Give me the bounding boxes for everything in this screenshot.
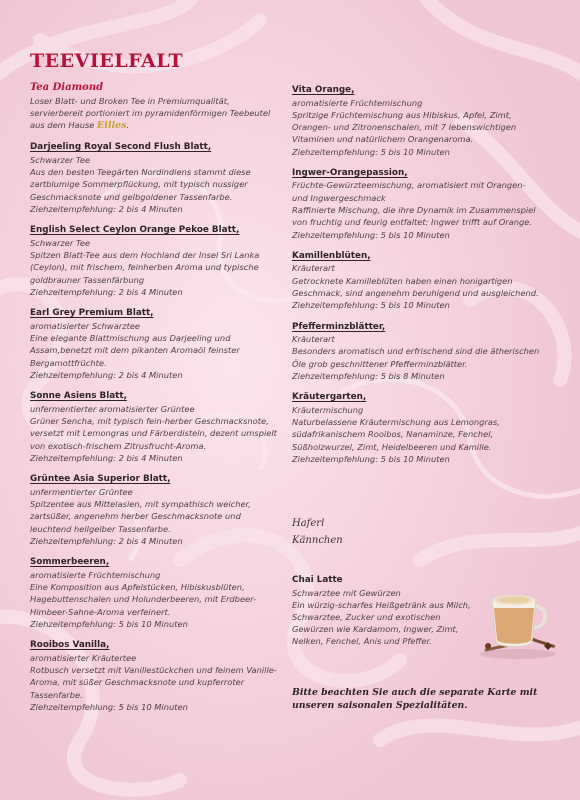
item-name: Vita Orange,	[292, 85, 355, 95]
item-type: Kräutermischung	[292, 404, 364, 415]
item-name: Darjeeling Royal Second Flush Blatt,	[30, 142, 212, 153]
item-description: Grüner Sencha, mit typisch fein-herber Geschmacksnote, versetzt mit Lemongras und Färberdisteln, dezent umspielt von exotisch-frischem Zitrusfrucht-Aroma.	[30, 416, 277, 451]
item-brew-time: Ziehzeitempfehlung: 5 bis 10 Minuten	[292, 454, 450, 465]
item-type: Schwarzer Tee	[30, 237, 91, 248]
tea-item	[292, 167, 542, 241]
item-brew-time: Ziehzeitempfehlung: 2 bis 4 Minuten	[30, 536, 183, 547]
item-brew-time: Ziehzeitempfehlung: 5 bis 10 Minuten	[292, 229, 450, 240]
intro-block	[30, 82, 280, 132]
item-type: aromatisierte Früchtemischung	[30, 569, 161, 580]
item-name: Rooibos Vanilla,	[30, 640, 110, 651]
item-name: Ingwer-Orangepassion,	[292, 167, 408, 178]
item-name: Sonne Asiens Blatt,	[30, 391, 127, 402]
item-brew-time: Ziehzeitempfehlung: 5 bis 10 Minuten	[292, 300, 450, 311]
item-brew-time: Ziehzeitempfehlung: 5 bis 10 Minuten	[30, 701, 188, 712]
item-description: Naturbelassene Kräutermischung aus Lemongras, südafrikanischem Rooibos, Nanaminze, Fenchel, Süßholzwurzel, Zimt, Heidelbeeren und Kamille.	[292, 417, 500, 452]
item-name: Sommerbeeren,	[30, 557, 110, 568]
item-description: Ein würzig-scharfes Heißgetränk aus Milch, Schwarztee, Zucker und exotischen Gewürzen wie Kardamom, Ingwer, Zimt, Nelken, Fenchel, Anis und Pfeffer.	[292, 599, 471, 647]
item-type: Kräuterart	[292, 334, 335, 345]
item-type: unfermentierter Grüntee	[30, 486, 133, 497]
item-brew-time: Ziehzeitempfehlung: 2 bis 4 Minuten	[30, 204, 183, 215]
tea-item	[30, 473, 280, 547]
item-description: Aus den besten Teegärten Nordindiens stammt diese zartblumige Sommerpflückung, mit typisch nussiger Geschmacksnote und gelbgoldener Tassenfarbe.	[30, 167, 251, 202]
item-description: Besonders aromatisch und erfrischend sind die ätherischen Öle grob geschnittener Pfefferminzblätter.	[292, 346, 540, 369]
item-name: Kamillenblüten,	[292, 250, 371, 261]
item-description: Rotbusch versetzt mit Vanillestückchen und feinem Vanille-Aroma, mit süßer Geschmacksnote und kupferroter Tassenfarbe.	[30, 665, 277, 700]
left-column	[30, 82, 280, 722]
brand-logo: Eilles	[97, 120, 127, 132]
item-name: Grüntee Asia Superior Blatt,	[30, 474, 171, 485]
item-description: Eine Komposition aus Apfelstücken, Hibiskusblüten, Hagebuttenschalen und Holunderbeeren, mit Erdbeer-Himbeer-Sahne-Aroma verfeinert.	[30, 582, 257, 617]
item-brew-time: Ziehzeitempfehlung: 2 bis 4 Minuten	[30, 370, 183, 381]
page-title: TEEVIELFALT	[30, 50, 184, 72]
item-description: Spitzentee aus Mittelasien, mit sympathisch weicher, zartsüßer, angenehm herber Geschmacksnote und leuchtend hellgelber Tassenfarbe.	[30, 499, 251, 534]
item-type: Schwarztee mit Gewürzen	[292, 587, 401, 598]
chai-latte-cup-image	[474, 584, 560, 660]
item-type: Kräuterart	[292, 263, 335, 274]
tea-item	[292, 321, 542, 383]
item-name: English Select Ceylon Orange Pekoe Blatt,	[30, 225, 240, 236]
item-name: Pfefferminzblätter,	[292, 321, 386, 332]
seasonal-note: Bitte beachten Sie auch die separate Karte mit unseren saisonalen Spezialitäten.	[292, 687, 538, 711]
right-tea-list	[292, 84, 542, 465]
item-type: Schwarzer Tee	[30, 154, 91, 165]
item-description: Eine elegante Blattmischung aus Darjeeling und Assam,benetzt mit dem pikanten Aromaöl feinster Bergamottfrüchte.	[30, 333, 240, 368]
tea-item	[30, 224, 280, 298]
tea-item	[292, 391, 542, 465]
item-description: Spitzen Blatt-Tee aus dem Hochland der Insel Sri Lanka (Ceylon), mit frischem, feinherben Aroma und typische goldbrauner Tassenfärbung	[30, 250, 260, 285]
intro-text: Loser Blatt- und Broken Tee in Premiumqualität, servierbereit portioniert im pyramidenförmigen Teebeutel aus dem Hause Eilles.	[30, 95, 271, 132]
tea-item	[30, 141, 280, 215]
tea-item	[30, 556, 280, 630]
serving-sizes	[292, 515, 343, 549]
item-brew-time: Ziehzeitempfehlung: 2 bis 4 Minuten	[30, 287, 183, 298]
serving-size-haferl: Haferl	[292, 518, 325, 529]
item-name: Earl Grey Premium Blatt,	[30, 308, 154, 319]
item-brew-time: Ziehzeitempfehlung: 2 bis 4 Minuten	[30, 453, 183, 464]
item-name: Chai Latte	[292, 575, 343, 585]
item-type: aromatisierter Schwarztee	[30, 320, 141, 331]
tea-item	[30, 639, 280, 713]
tea-item	[30, 307, 280, 381]
tea-item	[30, 390, 280, 464]
item-description: Spritzige Früchtemischung aus Hibiskus, Apfel, Zimt, Orangen- und Zitronenschalen, mit 7 lebenswichtigen Vitaminen und natürlichem Orangenaroma.	[292, 109, 517, 145]
chai-latte-item	[292, 574, 472, 648]
item-brew-time: Ziehzeitempfehlung: 5 bis 10 Minuten	[30, 619, 188, 629]
tea-item	[292, 250, 542, 312]
item-brew-time: Ziehzeitempfehlung: 5 bis 10 Minuten	[292, 146, 450, 157]
item-type: aromatisierter Kräutertee	[30, 652, 137, 663]
left-tea-list	[30, 141, 280, 713]
right-column	[292, 84, 542, 474]
intro-title: Tea Diamond	[30, 82, 104, 93]
tea-item	[292, 84, 542, 158]
item-type: aromatisierte Früchtemischung	[292, 97, 423, 108]
item-type: unfermentierter aromatisierter Grüntee	[30, 403, 195, 414]
item-name: Kräutergarten,	[292, 392, 367, 403]
item-description: Getrocknete Kamilleblüten haben einen honigartigen Geschmack, sind angenehm beruhigend und ausgleichend.	[292, 275, 539, 299]
serving-size-kaennchen: Kännchen	[292, 535, 343, 546]
item-brew-time: Ziehzeitempfehlung: 5 bis 8 Minuten	[292, 371, 445, 382]
item-type: Früchte-Gewürzteemischung, aromatisiert mit Orangen- und Ingwergeschmack	[292, 180, 526, 203]
item-description: Raffinierte Mischung, die ihre Dynamik im Zusammenspiel von fruchtig und feurig entfaltet: Ingwer trifft auf Orange.	[292, 205, 536, 228]
